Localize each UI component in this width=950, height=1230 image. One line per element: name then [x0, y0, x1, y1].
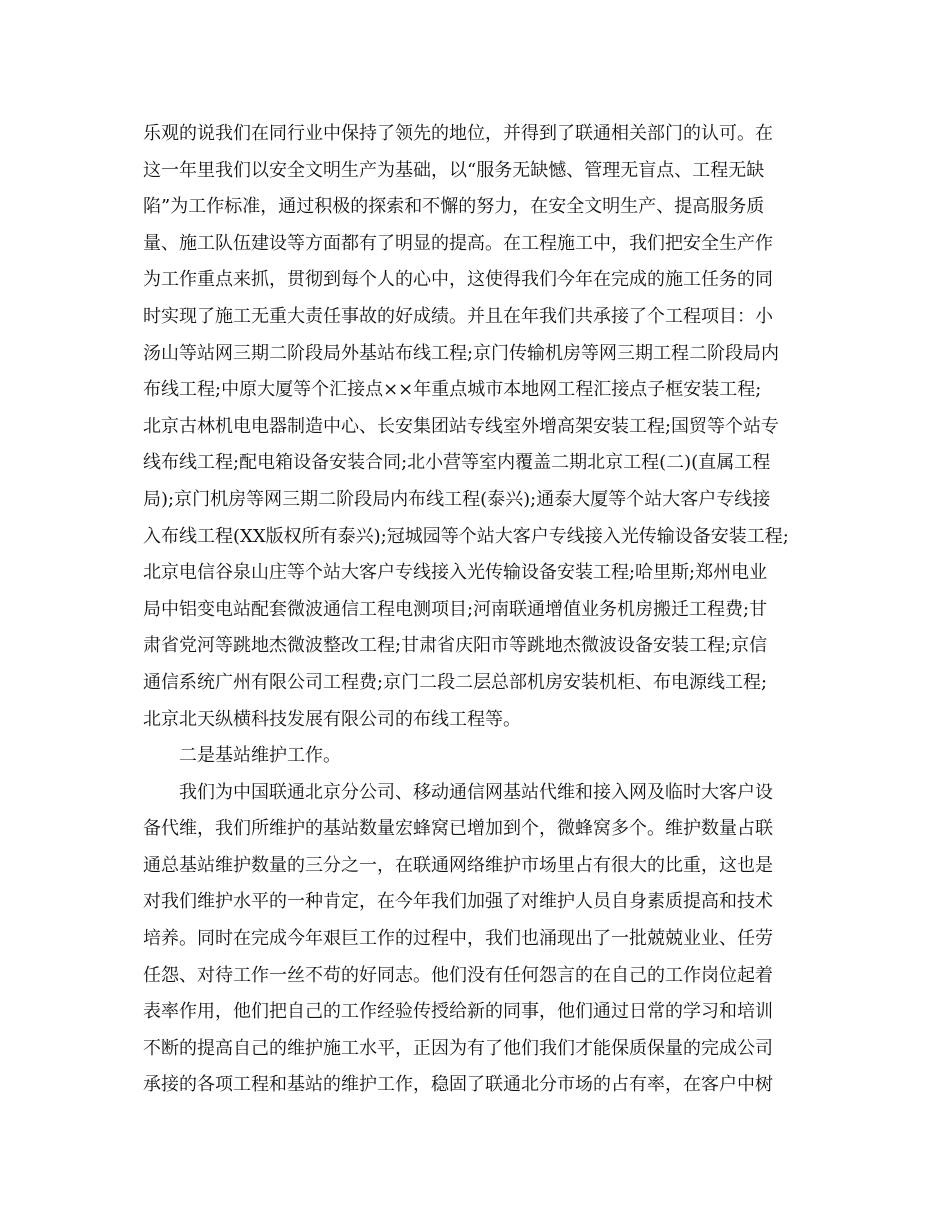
text-line: 北京古林机电电器制造中心、长安集团站专线室外增高架安装工程;国贸等个站专 [143, 415, 780, 437]
text-line: 局);京门机房等网三期二阶段局内布线工程(泰兴);通泰大厦等个站大客户专线接 [143, 488, 771, 510]
text-line: 入布线工程(XX版权所有泰兴);冠城园等个站大客户专线接入光传输设备安装工程; [143, 525, 789, 547]
text-line: 培养。同时在完成今年艰巨工作的过程中，我们也涌现出了一批兢兢业业、任劳 [143, 928, 773, 950]
document-body [143, 116, 823, 1104]
text-line: 局中铝变电站配套微波通信工程电测项目;河南联通增值业务机房搬迁工程费;甘 [143, 598, 768, 620]
text-line: 布线工程;中原大厦等个汇接点××年重点城市本地网工程汇接点子框安装工程; [143, 379, 762, 401]
text-line: 不断的提高自己的维护施工水平，正因为有了他们我们才能保质保量的完成公司 [143, 1037, 773, 1059]
text-line: 通总基站维护数量的三分之一，在联通网络维护市场里占有很大的比重，这也是 [143, 854, 773, 876]
text-line: 时实现了施工无重大责任事故的好成绩。并且在年我们共承接了个工程项目：小 [143, 305, 773, 327]
text-line: 通信系统广州有限公司工程费;京门二段二层总部机房安装机柜、布电源线工程; [143, 671, 768, 693]
text-line: 乐观的说我们在同行业中保持了领先的地位，并得到了联通相关部门的认可。在 [143, 123, 773, 144]
text-line: 这一年里我们以安全文明生产为基础，以“服务无缺憾、管理无盲点、工程无缺 [143, 159, 765, 181]
text-line: 线布线工程;配电箱设备安装合同;北小营等室内覆盖二期北京工程(二)(直属工程 [143, 452, 771, 474]
text-line: 二是基站维护工作。 [179, 745, 341, 767]
text-line: 表率作用，他们把自己的工作经验传授给新的同事，他们通过日常的学习和培训 [143, 1001, 773, 1023]
text-line: 对我们维护水平的一种肯定，在今年我们加强了对维护人员自身素质提高和技术 [143, 891, 773, 913]
text-line: 量、施工队伍建设等方面都有了明显的提高。在工程施工中，我们把安全生产作 [143, 232, 773, 254]
text-line: 陷”为工作标准，通过积极的探索和不懈的努力，在安全文明生产、提高服务质 [143, 196, 765, 218]
text-line: 备代维，我们所维护的基站数量宏蜂窝已增加到个，微蜂窝多个。维护数量占联 [143, 818, 773, 840]
text-line: 我们为中国联通北京分公司、移动通信网基站代维和接入网及临时大客户设 [179, 781, 773, 803]
text-line: 为工作重点来抓，贯彻到每个人的心中，这使得我们今年在完成的施工任务的同 [143, 269, 773, 291]
text-line: 北京电信谷泉山庄等个站大客户专线接入光传输设备安装工程;哈里斯;郑州电业 [143, 562, 768, 584]
text-line: 汤山等站网三期二阶段局外基站布线工程;京门传输机房等网三期工程二阶段局内 [143, 342, 780, 364]
text-line: 肃省党河等跳地杰微波整改工程;甘肃省庆阳市等跳地杰微波设备安装工程;京信 [143, 635, 768, 657]
text-line: 任怨、对待工作一丝不苟的好同志。他们没有任何怨言的在自己的工作岗位起着 [143, 964, 773, 986]
text-line: 承接的各项工程和基站的维护工作，稳固了联通北分市场的占有率，在客户中树 [143, 1074, 773, 1096]
text-line: 北京北天纵横科技发展有限公司的布线工程等。 [143, 708, 521, 730]
